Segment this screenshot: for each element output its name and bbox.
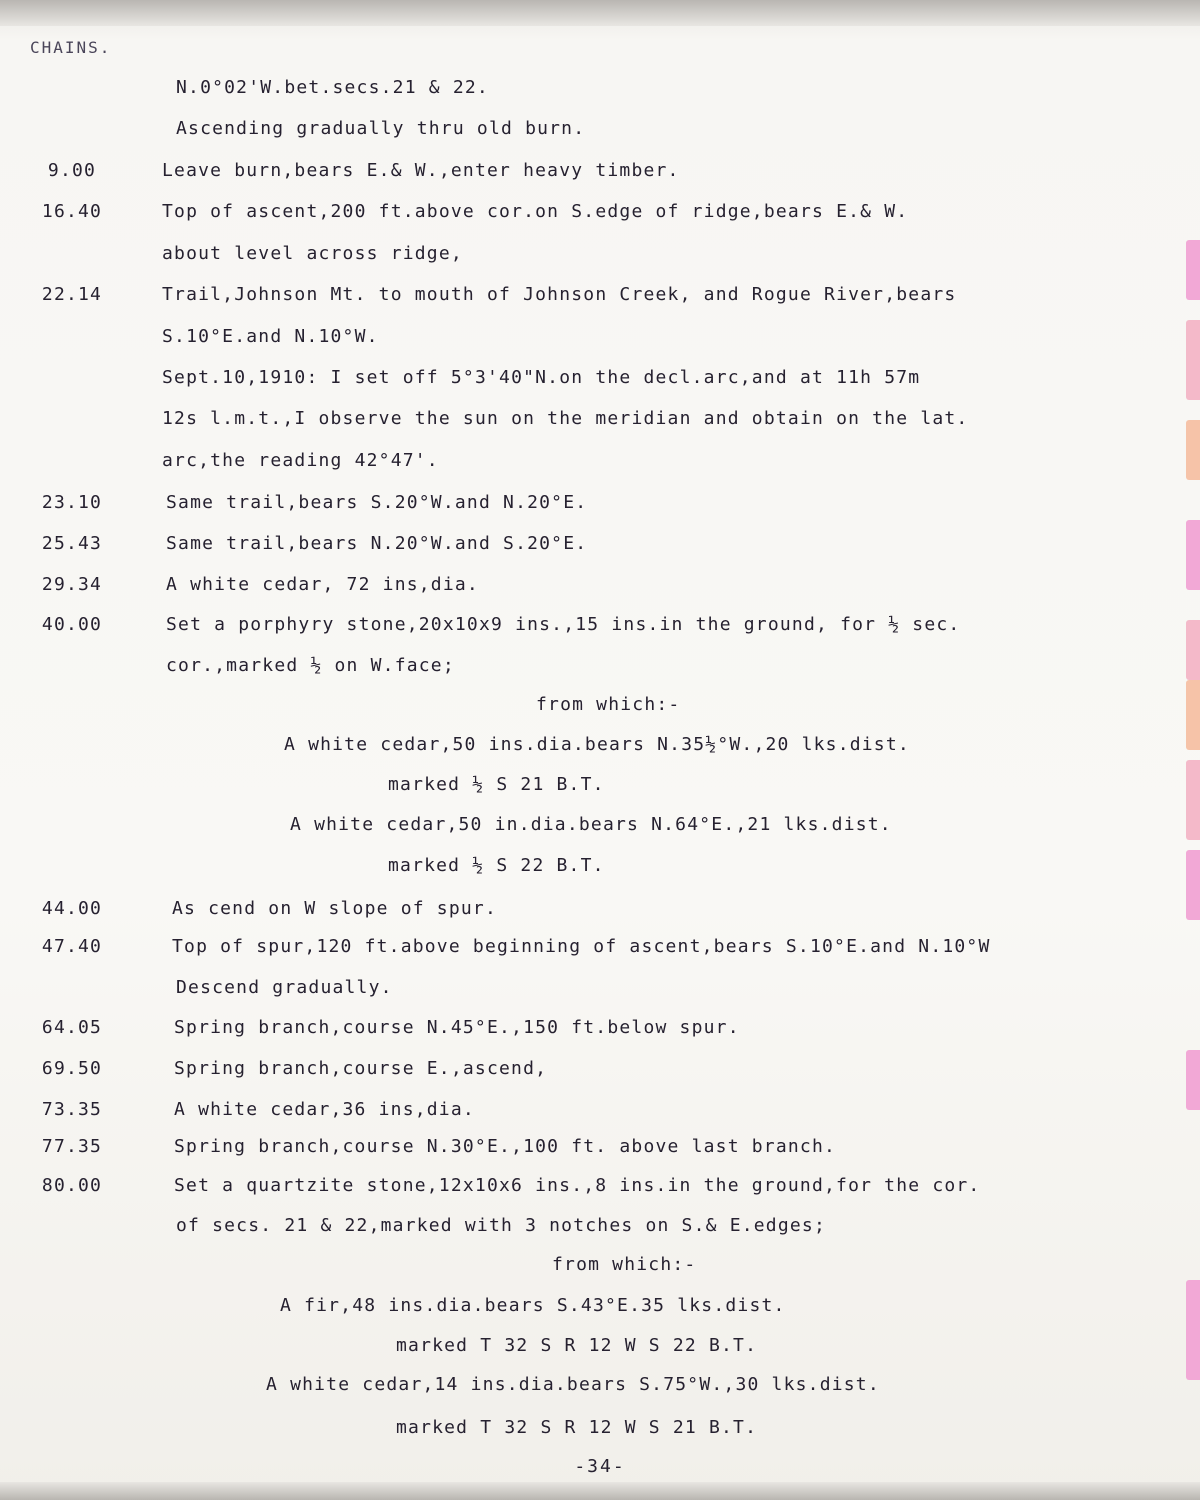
chain-distance: 40.00 [41, 614, 103, 635]
chain-distance: 29.34 [41, 574, 103, 595]
page-bottom-edge [0, 1482, 1200, 1500]
chain-distance: 44.00 [41, 898, 103, 919]
note-text: Ascending gradually thru old burn. [176, 118, 586, 139]
note-line [0, 406, 1200, 432]
note-text: Spring branch,course E.,ascend, [174, 1058, 548, 1079]
note-line [0, 1213, 1200, 1239]
note-line [0, 531, 1200, 557]
note-line [0, 975, 1200, 1001]
note-line [0, 1015, 1200, 1041]
note-text: marked ½ S 22 B.T. [388, 855, 605, 876]
note-line [0, 1333, 1200, 1359]
note-line [0, 324, 1200, 350]
note-text: Set a quartzite stone,12x10x6 ins.,8 ins.in the ground,for the cor. [174, 1175, 981, 1196]
note-text: A white cedar,14 ins.dia.bears S.75°W.,30 lks.dist. [266, 1374, 880, 1395]
column-header: CHAINS. [30, 38, 112, 57]
note-text: A white cedar,36 ins,dia. [174, 1099, 475, 1120]
note-line [0, 812, 1200, 838]
chain-distance: 64.05 [41, 1017, 103, 1038]
note-line [0, 282, 1200, 308]
note-text: Top of ascent,200 ft.above cor.on S.edge of ridge,bears E.& W. [162, 201, 909, 222]
note-text: from which:- [552, 1254, 697, 1275]
chain-distance: 77.35 [41, 1136, 103, 1157]
chain-distance: 16.40 [41, 201, 103, 222]
chain-distance: 9.00 [47, 160, 97, 181]
note-text: S.10°E.and N.10°W. [162, 326, 379, 347]
chain-distance: 80.00 [41, 1175, 103, 1196]
note-line [0, 612, 1200, 638]
note-line [0, 490, 1200, 516]
page-top-edge [0, 0, 1200, 26]
note-line [0, 1293, 1200, 1319]
chain-distance: 25.43 [41, 533, 103, 554]
note-text: from which:- [536, 694, 681, 715]
note-line [0, 199, 1200, 225]
note-line [0, 653, 1200, 679]
note-line [0, 365, 1200, 391]
note-text: Trail,Johnson Mt. to mouth of Johnson Creek, and Rogue River,bears [162, 284, 957, 305]
note-line [0, 116, 1200, 142]
note-text: A white cedar,50 ins.dia.bears N.35½°W.,20 lks.dist. [284, 734, 910, 755]
note-text: Same trail,bears S.20°W.and N.20°E. [166, 492, 588, 513]
note-line [0, 853, 1200, 879]
note-text: arc,the reading 42°47'. [162, 450, 439, 471]
chain-distance: 47.40 [41, 936, 103, 957]
note-text: 12s l.m.t.,I observe the sun on the meridian and obtain on the lat. [162, 408, 969, 429]
note-text: Spring branch,course N.45°E.,150 ft.below spur. [174, 1017, 740, 1038]
note-line [0, 692, 1200, 718]
note-text: Set a porphyry stone,20x10x9 ins.,15 ins.in the ground, for ½ sec. [166, 614, 961, 635]
note-line [0, 934, 1200, 960]
note-text: A white cedar,50 in.dia.bears N.64°E.,21 lks.dist. [290, 814, 892, 835]
note-line [0, 1372, 1200, 1398]
note-line [0, 732, 1200, 758]
chain-distance: 73.35 [41, 1099, 103, 1120]
note-text: N.0°02'W.bet.secs.21 & 22. [176, 77, 489, 98]
note-line [0, 572, 1200, 598]
note-text: Same trail,bears N.20°W.and S.20°E. [166, 533, 588, 554]
note-line [0, 241, 1200, 267]
note-line [0, 158, 1200, 184]
chain-distance: 22.14 [41, 284, 103, 305]
note-line [0, 448, 1200, 474]
note-text: Leave burn,bears E.& W.,enter heavy timber. [162, 160, 680, 181]
note-text: about level across ridge, [162, 243, 463, 264]
note-line [0, 1134, 1200, 1160]
chain-distance: 69.50 [41, 1058, 103, 1079]
note-line [0, 1415, 1200, 1441]
chain-distance: 23.10 [41, 492, 103, 513]
note-text: marked T 32 S R 12 W S 22 B.T. [396, 1335, 758, 1356]
note-line [0, 896, 1200, 922]
note-line [0, 1173, 1200, 1199]
note-text: Descend gradually. [176, 977, 393, 998]
note-text: As cend on W slope of spur. [172, 898, 497, 919]
note-text: Spring branch,course N.30°E.,100 ft. above last branch. [174, 1136, 837, 1157]
page-number: -34- [574, 1456, 626, 1477]
note-text: cor.,marked ½ on W.face; [166, 655, 455, 676]
note-line [0, 772, 1200, 798]
note-text: A fir,48 ins.dia.bears S.43°E.35 lks.dist. [280, 1295, 786, 1316]
note-text: A white cedar, 72 ins,dia. [166, 574, 479, 595]
note-text: marked ½ S 21 B.T. [388, 774, 605, 795]
note-text: Top of spur,120 ft.above beginning of ascent,bears S.10°E.and N.10°W [172, 936, 991, 957]
note-line [0, 75, 1200, 101]
note-line [0, 1097, 1200, 1123]
note-text: marked T 32 S R 12 W S 21 B.T. [396, 1417, 758, 1438]
note-text: of secs. 21 & 22,marked with 3 notches on S.& E.edges; [176, 1215, 826, 1236]
note-line [0, 1252, 1200, 1278]
note-text: Sept.10,1910: I set off 5°3'40"N.on the decl.arc,and at 11h 57m [162, 367, 921, 388]
note-line [0, 1056, 1200, 1082]
